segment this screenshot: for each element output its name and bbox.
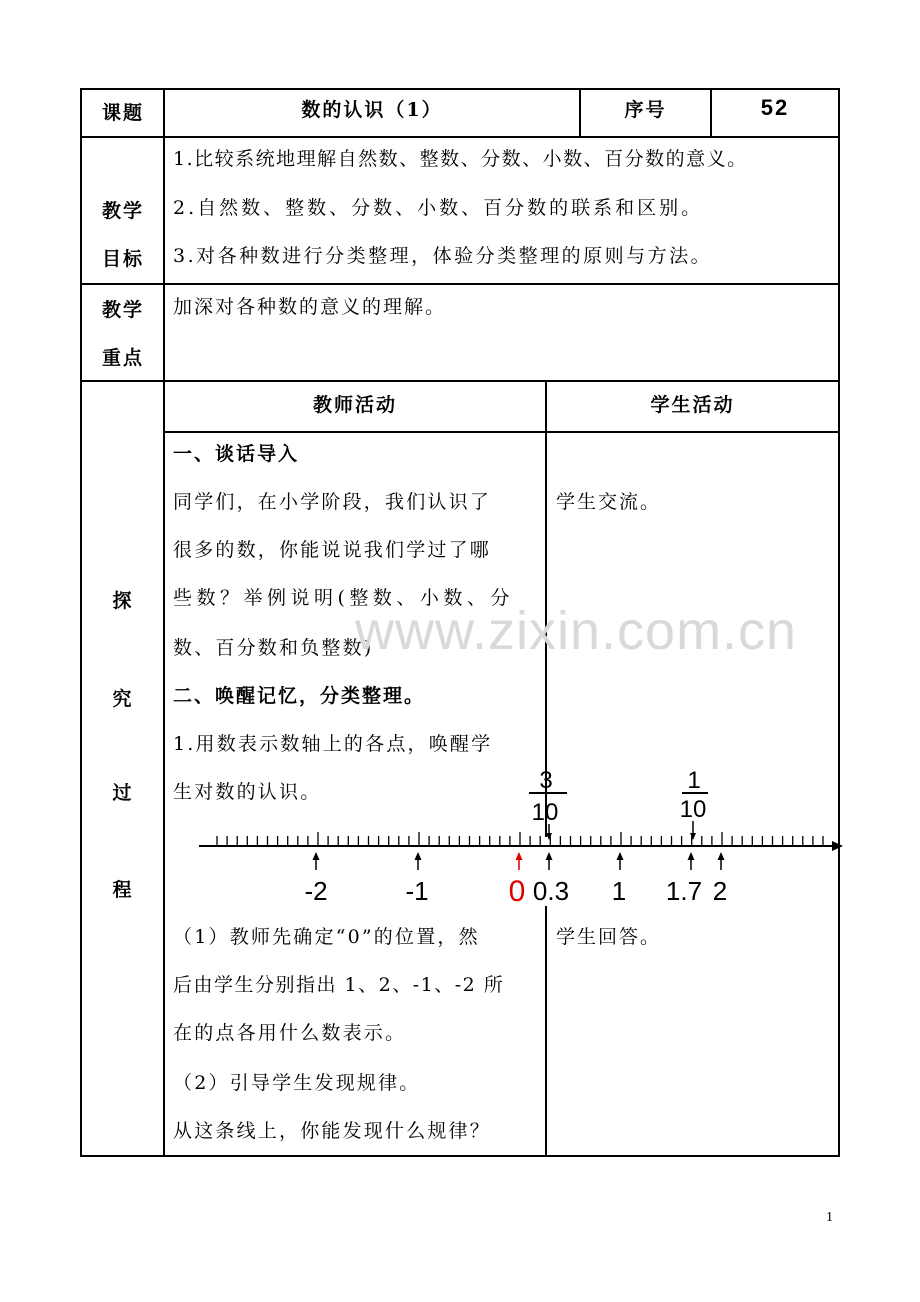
axis-label-neg1: -1 — [405, 876, 429, 906]
axis-label-zero: 0 — [508, 875, 526, 908]
lesson-title: 数的认识（1） — [301, 99, 443, 121]
process-label-char: 过 — [112, 782, 134, 804]
fraction-3-10-denominator: 10 — [531, 799, 559, 826]
section1-line: 很多的数，你能说说我们学过了哪 — [173, 539, 492, 561]
keypoint-text: 加深对各种数的意义的理解。 — [173, 296, 447, 318]
after-line: （1）教师先确定“0”的位置，然 — [173, 926, 480, 948]
after-line: （2）引导学生发现规律。 — [173, 1072, 421, 1094]
teacher-activity-header: 教师活动 — [312, 394, 397, 416]
sequence-label: 序号 — [624, 99, 667, 121]
up-arrow-icon — [688, 852, 695, 860]
up-arrow-icon — [415, 852, 422, 860]
topic-label: 课题 — [101, 102, 144, 124]
axis-label-2: 2 — [712, 876, 728, 906]
page-number: 1 — [826, 1210, 833, 1225]
section2-title: 二、唤醒记忆，分类整理。 — [173, 685, 426, 707]
fraction-1-10-denominator: 10 — [679, 796, 707, 823]
fraction-1-10-numerator: 1 — [687, 767, 701, 794]
process-label-char: 程 — [112, 879, 134, 901]
section1-line: 同学们，在小学阶段，我们认识了 — [173, 491, 492, 513]
keypoint-label-line1: 教学 — [101, 299, 144, 321]
student-activity-header: 学生活动 — [650, 394, 735, 416]
axis-label-1-7: 1.7 — [665, 876, 703, 906]
up-arrow-icon — [617, 852, 624, 860]
section1-line: 些数？举例说明(整数、小数、分 — [173, 587, 514, 609]
student-response-2: 学生回答。 — [556, 926, 662, 948]
axis-label-neg2: -2 — [304, 876, 328, 906]
up-arrow-icon — [313, 852, 320, 860]
section1-title: 一、谈话导入 — [173, 443, 300, 465]
section2-line: 1.用数表示数轴上的各点，唤醒学 — [173, 733, 493, 755]
process-label-char: 探 — [112, 590, 134, 612]
student-response-1: 学生交流。 — [556, 491, 662, 513]
objective-item: 2.自然数、整数、分数、小数、百分数的联系和区别。 — [173, 197, 704, 219]
up-arrow-icon — [546, 852, 553, 860]
down-arrow-icon — [690, 833, 696, 840]
up-arrow-icon — [516, 852, 523, 860]
objective-item: 1.比较系统地理解自然数、整数、分数、小数、百分数的意义。 — [173, 148, 748, 170]
keypoint-label-line2: 重点 — [101, 347, 144, 369]
up-arrow-icon — [718, 852, 725, 860]
process-label-char: 究 — [112, 688, 134, 710]
objectives-label-line1: 教学 — [101, 200, 144, 222]
axis-ticks — [217, 832, 823, 846]
fraction-3-10-numerator: 3 — [539, 767, 553, 794]
axis-arrow-icon — [832, 841, 843, 851]
axis-label-1: 1 — [611, 876, 627, 906]
objective-item: 3.对各种数进行分类整理，体验分类整理的原则与方法。 — [173, 245, 713, 267]
point-markers — [313, 852, 725, 870]
after-line: 后由学生分别指出 1、2、-1、-2 所 — [173, 974, 505, 996]
watermark: www.zixin.com.cn — [355, 601, 798, 661]
objectives-label-line2: 目标 — [101, 248, 144, 270]
section2-line: 生对数的认识。 — [173, 781, 322, 803]
axis-label-0-3: 0.3 — [532, 876, 570, 906]
sequence-number: 52 — [760, 95, 790, 120]
after-line: 在的点各用什么数表示。 — [173, 1022, 407, 1044]
down-arrow-icon — [546, 833, 552, 840]
section1-line: 数、百分数和负整数) — [173, 637, 374, 659]
after-line: 从这条线上，你能发现什么规律？ — [173, 1120, 492, 1142]
